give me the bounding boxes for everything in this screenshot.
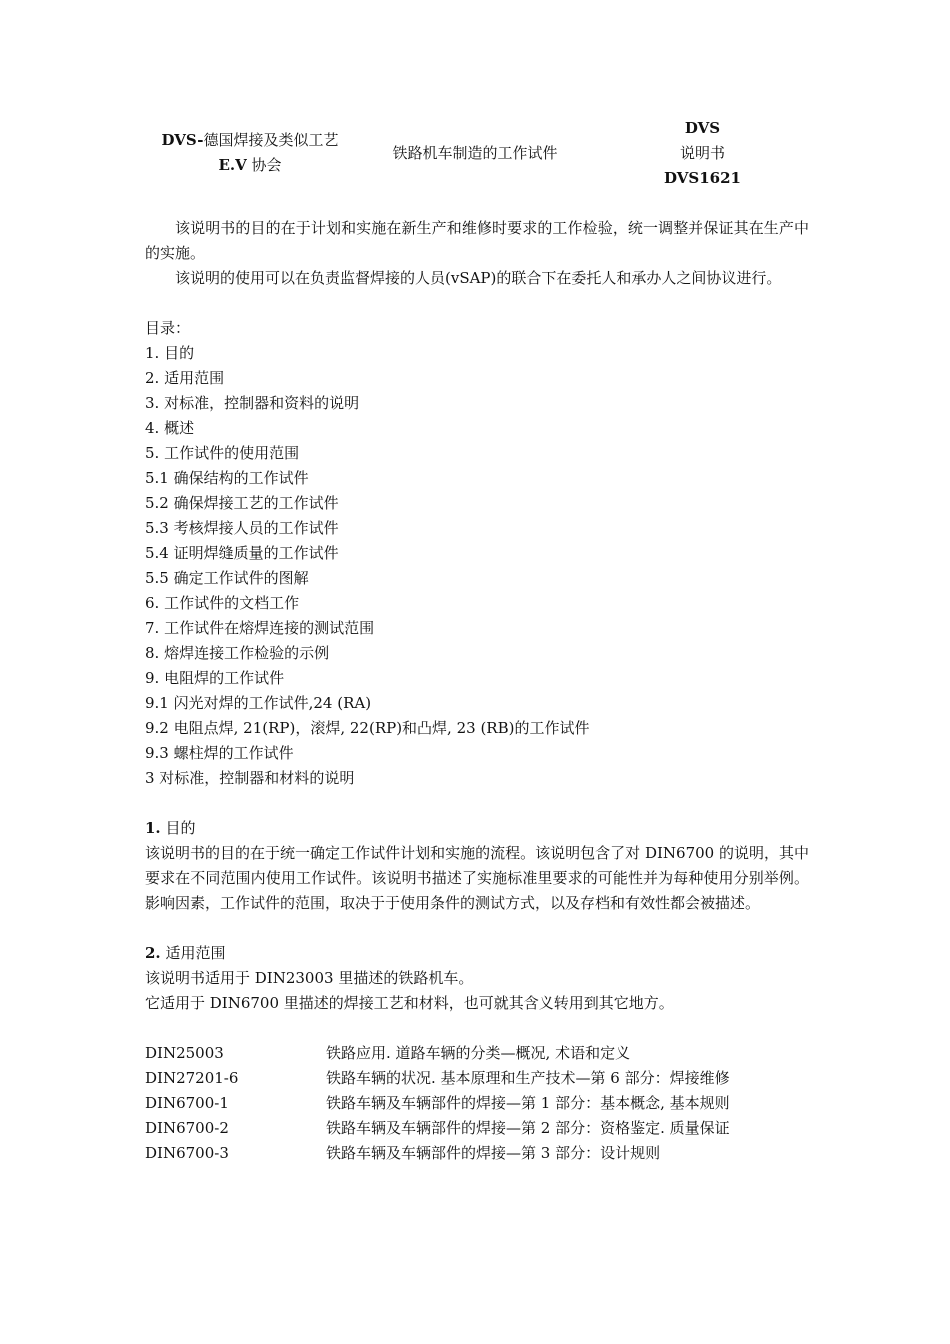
section-1-title: 目的	[160, 819, 196, 837]
reference-description: 铁路车辆及车辆部件的焊接—第 1 部分：基本概念, 基本规则	[326, 1094, 730, 1112]
header-organization	[145, 128, 355, 178]
section-1-body: 该说明书的目的在于统一确定工作试件计划和实施的流程。该说明包含了对 DIN6700 的说明，其中要求在不同范围内使用工作试件。该说明书描述了实施标准里要求的可能性并为每种使用分别举例。影响因素，工作试件的范围，取决于于使用条件的测试方式，以及存档和有效性都会被描述。	[145, 844, 809, 912]
reference-description: 铁路应用. 道路车辆的分类—概况, 术语和定义	[326, 1044, 631, 1062]
reference-description: 铁路车辆及车辆部件的焊接—第 3 部分：设计规则	[326, 1144, 661, 1162]
section-1	[145, 816, 809, 916]
org-abbr: DVS-	[161, 131, 204, 149]
reference-code: DIN6700-3	[145, 1144, 229, 1162]
spacer	[145, 291, 809, 316]
section-2-title: 适用范围	[160, 944, 226, 962]
header-document-id	[605, 116, 800, 191]
section-2-heading	[145, 941, 809, 966]
document-header	[145, 116, 810, 190]
toc-item: 6. 工作试件的文档工作	[145, 594, 300, 612]
reference-description: 铁路车辆的状况. 基本原理和生产技术—第 6 部分：焊接维修	[326, 1069, 730, 1087]
section-2	[145, 941, 809, 1016]
document-body	[145, 216, 809, 1166]
reference-code: DIN27201-6	[145, 1069, 239, 1087]
toc-item: 3 对标准，控制器和材料的说明	[145, 769, 355, 787]
reference-code: DIN6700-2	[145, 1119, 229, 1137]
org-association: 协会	[246, 156, 282, 174]
doc-publisher: DVS	[684, 119, 721, 137]
doc-type: 说明书	[679, 144, 725, 162]
intro-paragraph-2: 该说明的使用可以在负责监督焊接的人员(vSAP)的联合下在委托人和承办人之间协议进行。	[175, 269, 782, 287]
section-1-heading	[145, 816, 809, 841]
toc-item: 9.2 电阻点焊, 21(RP)，滚焊, 22(RP)和凸焊, 23 (RB)的工作试件	[145, 719, 590, 737]
table-of-contents	[145, 316, 809, 791]
section-1-number: 1.	[145, 819, 161, 837]
org-name-line2	[145, 153, 355, 178]
toc-item: 1. 目的	[145, 344, 195, 362]
toc-item: 5.4 证明焊缝质量的工作试件	[145, 544, 339, 562]
reference-row	[145, 1091, 809, 1116]
toc-item: 9.1 闪光对焊的工作试件,24 (RA)	[145, 694, 372, 712]
toc-item: 9. 电阻焊的工作试件	[145, 669, 285, 687]
section-2-line-1: 该说明书适用于 DIN23003 里描述的铁路机车。	[145, 969, 474, 987]
spacer	[145, 916, 809, 941]
reference-code: DIN25003	[145, 1044, 224, 1062]
toc-item: 9.3 螺柱焊的工作试件	[145, 744, 294, 762]
reference-description: 铁路车辆及车辆部件的焊接—第 2 部分：资格鉴定. 质量保证	[326, 1119, 730, 1137]
toc-item: 4. 概述	[145, 419, 195, 437]
org-name: 德国焊接及类似工艺	[203, 131, 339, 149]
toc-item: 5. 工作试件的使用范围	[145, 444, 300, 462]
section-2-number: 2.	[145, 944, 161, 962]
toc-item: 5.1 确保结构的工作试件	[145, 469, 309, 487]
intro-paragraph-1: 该说明书的目的在于计划和实施在新生产和维修时要求的工作检验，统一调整并保证其在生产中的实施。	[145, 219, 809, 262]
toc-item: 8. 熔焊连接工作检验的示例	[145, 644, 330, 662]
spacer	[145, 791, 809, 816]
reference-row	[145, 1141, 809, 1166]
org-ev: E.V	[218, 156, 247, 174]
section-2-line-2: 它适用于 DIN6700 里描述的焊接工艺和材料，也可就其含义转用到其它地方。	[145, 994, 674, 1012]
toc-title: 目录：	[145, 319, 191, 337]
toc-item: 7. 工作试件在熔焊连接的测试范围	[145, 619, 375, 637]
spacer	[145, 1016, 809, 1041]
org-name-line1	[145, 128, 355, 153]
toc-item: 5.2 确保焊接工艺的工作试件	[145, 494, 339, 512]
header-document-title: 铁路机车制造的工作试件	[392, 144, 558, 162]
toc-item: 2. 适用范围	[145, 369, 225, 387]
doc-number: DVS1621	[664, 169, 741, 187]
reference-row	[145, 1041, 809, 1066]
reference-row	[145, 1066, 809, 1091]
reference-list	[145, 1041, 809, 1166]
reference-row	[145, 1116, 809, 1141]
toc-item: 3. 对标准，控制器和资料的说明	[145, 394, 360, 412]
reference-code: DIN6700-1	[145, 1094, 229, 1112]
toc-item: 5.3 考核焊接人员的工作试件	[145, 519, 339, 537]
toc-item: 5.5 确定工作试件的图解	[145, 569, 309, 587]
